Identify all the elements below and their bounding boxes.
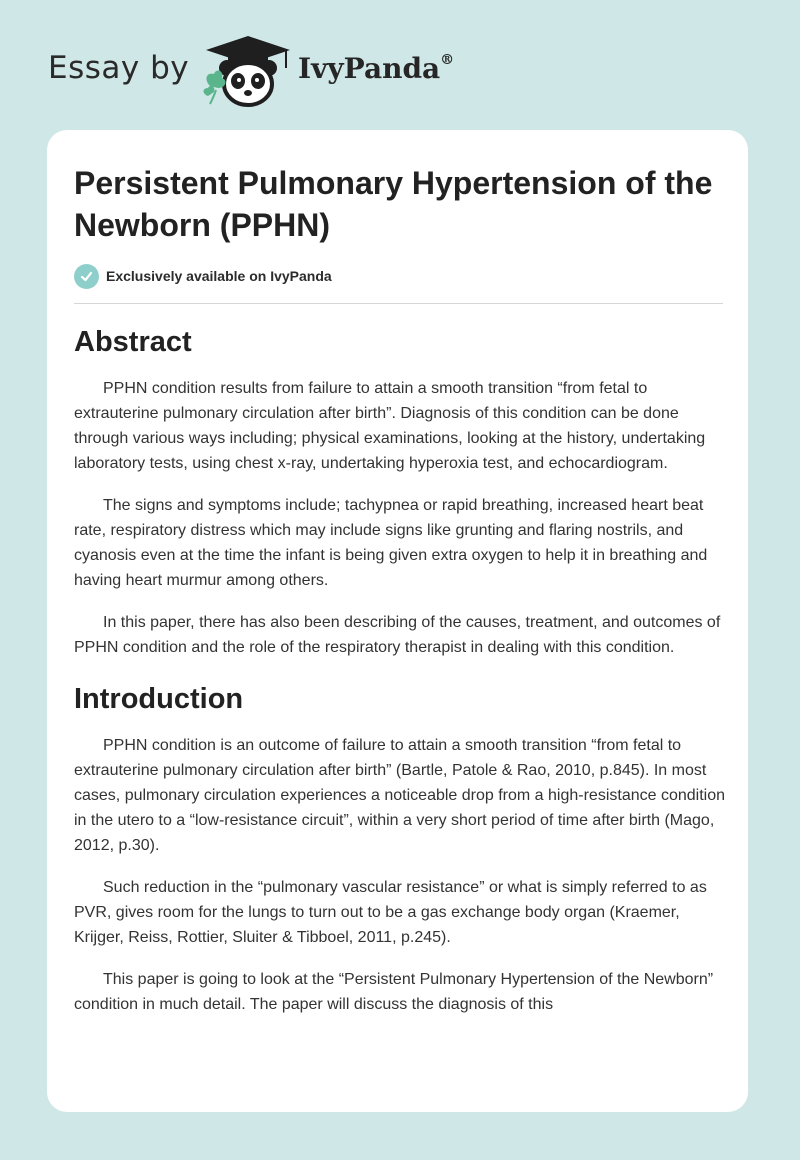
ivypanda-logo-icon[interactable] [202, 34, 294, 110]
paragraph: In this paper, there has also been describing of the causes, treatment, and outcomes of PPHN condition and the role of the respiratory therapist in dealing with this condition. [74, 614, 721, 656]
paragraph: The signs and symptoms include; tachypnea or rapid breathing, increased heart beat rate, respiratory distress which may include signs like grunting and flaring nostrils, and cyanosis even at the time the infant is being given extra oxygen to help it in breathing and having heart murmur among others. [74, 497, 708, 589]
exclusive-label: Exclusively available on IvyPanda [106, 268, 332, 284]
check-icon [74, 264, 99, 289]
paragraph: PPHN condition is an outcome of failure to attain a smooth transition “from fetal to extrauterine pulmonary circulation after birth” (Bartle, Patole & Rao, 2010, p.845). In most cases, pulmonary circulation experiences a noticeable drop from a high-resistance condition in the utero to a “low-resistance circuit”, within a very short period of time after birth (Mago, 2012, p.30). [74, 737, 726, 854]
site-header [48, 30, 548, 110]
essay-title: Persistent Pulmonary Hypertension of the Newborn (PPHN) [74, 165, 713, 243]
essay-card [47, 130, 748, 1112]
essay-by-label: Essay by [48, 50, 190, 86]
essay-body [74, 322, 726, 1034]
paragraph: PPHN condition results from failure to attain a smooth transition “from fetal to extrauterine pulmonary circulation after birth”. Diagnosis of this condition can be done through various ways including; physical examinations, looking at the history, undertaking laboratory tests, using chest x-ray, undertaking hyperoxia test, and echocardiogram. [74, 380, 706, 472]
exclusive-badge [74, 262, 332, 290]
section-heading-introduction: Introduction [74, 683, 244, 715]
paragraph: Such reduction in the “pulmonary vascular resistance” or what is simply referred to as PVR, gives room for the lungs to turn out to be a gas exchange body organ (Kraemer, Krijger, Reiss, Rottier, Sluiter & Tibboel, 2011, p.245). [74, 879, 707, 946]
paragraph: This paper is going to look at the “Persistent Pulmonary Hypertension of the Newborn” condition in much detail. The paper will discuss the diagnosis of this [74, 971, 714, 1013]
divider [74, 303, 723, 304]
section-heading-abstract: Abstract [74, 326, 192, 358]
ivypanda-brand-name[interactable]: IvyPanda® [298, 51, 455, 85]
